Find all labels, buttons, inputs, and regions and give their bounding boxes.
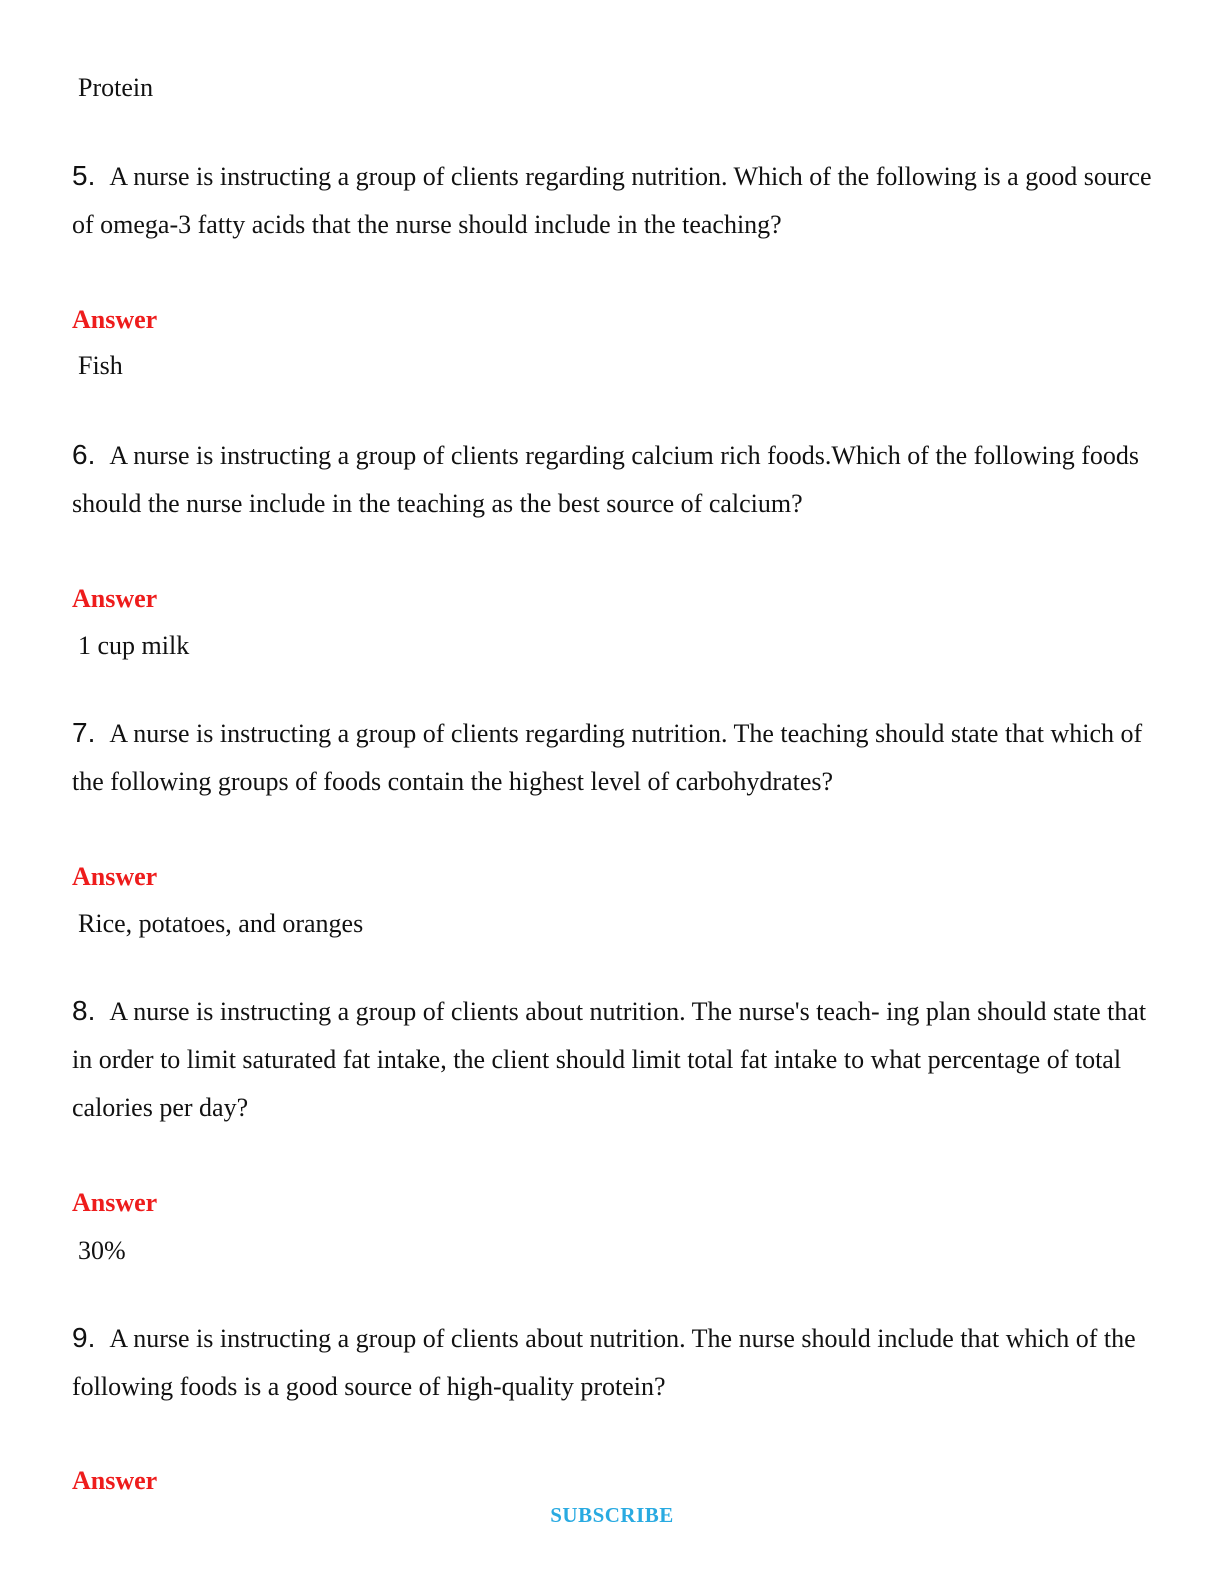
subscribe-link[interactable]: SUBSCRIBE — [550, 1503, 674, 1527]
answer-label-5: Answer — [72, 305, 158, 334]
answer-text-6: 1 cup milk — [78, 631, 190, 660]
answer-text-8: 30% — [78, 1236, 126, 1265]
answer-label-7: Answer — [72, 862, 158, 891]
question-5 — [72, 152, 1152, 249]
answer-label-8: Answer — [72, 1188, 158, 1217]
answer-label-9: Answer — [72, 1466, 158, 1495]
question-number: 9. — [72, 1322, 96, 1353]
answer-label-6: Answer — [72, 584, 158, 613]
answer-text-5: Fish — [78, 351, 123, 380]
answer-text-4: Protein — [78, 73, 154, 102]
question-text: A nurse is instructing a group of clients about nutrition. The nurse should include that which of the following foods is a good source of high-quality protein? — [72, 1324, 1136, 1401]
question-text: A nurse is instructing a group of clients regarding nutrition. The teaching should state that which of the following groups of foods contain the highest level of carbohydrates? — [72, 719, 1143, 796]
question-text: A nurse is instructing a group of clients regarding nutrition. Which of the following is a good source of omega-3 fatty acids that the nurse should include in the teaching? — [72, 162, 1152, 239]
question-text: A nurse is instructing a group of clients about nutrition. The nurse's teach- ing plan should state that in order to limit saturated fat intake, the client should limit total fat intake to what percentage of total calories per day? — [72, 997, 1147, 1122]
question-7 — [72, 709, 1152, 806]
question-number: 6. — [72, 439, 96, 470]
question-number: 7. — [72, 717, 96, 748]
question-number: 5. — [72, 160, 96, 191]
answer-text-7: Rice, potatoes, and oranges — [78, 909, 364, 938]
question-8 — [72, 987, 1152, 1132]
question-9 — [72, 1314, 1152, 1411]
question-number: 8. — [72, 995, 96, 1026]
question-text: A nurse is instructing a group of clients regarding calcium rich foods.Which of the following foods should the nurse include in the teaching as the best source of calcium? — [72, 441, 1140, 518]
question-6 — [72, 431, 1152, 528]
